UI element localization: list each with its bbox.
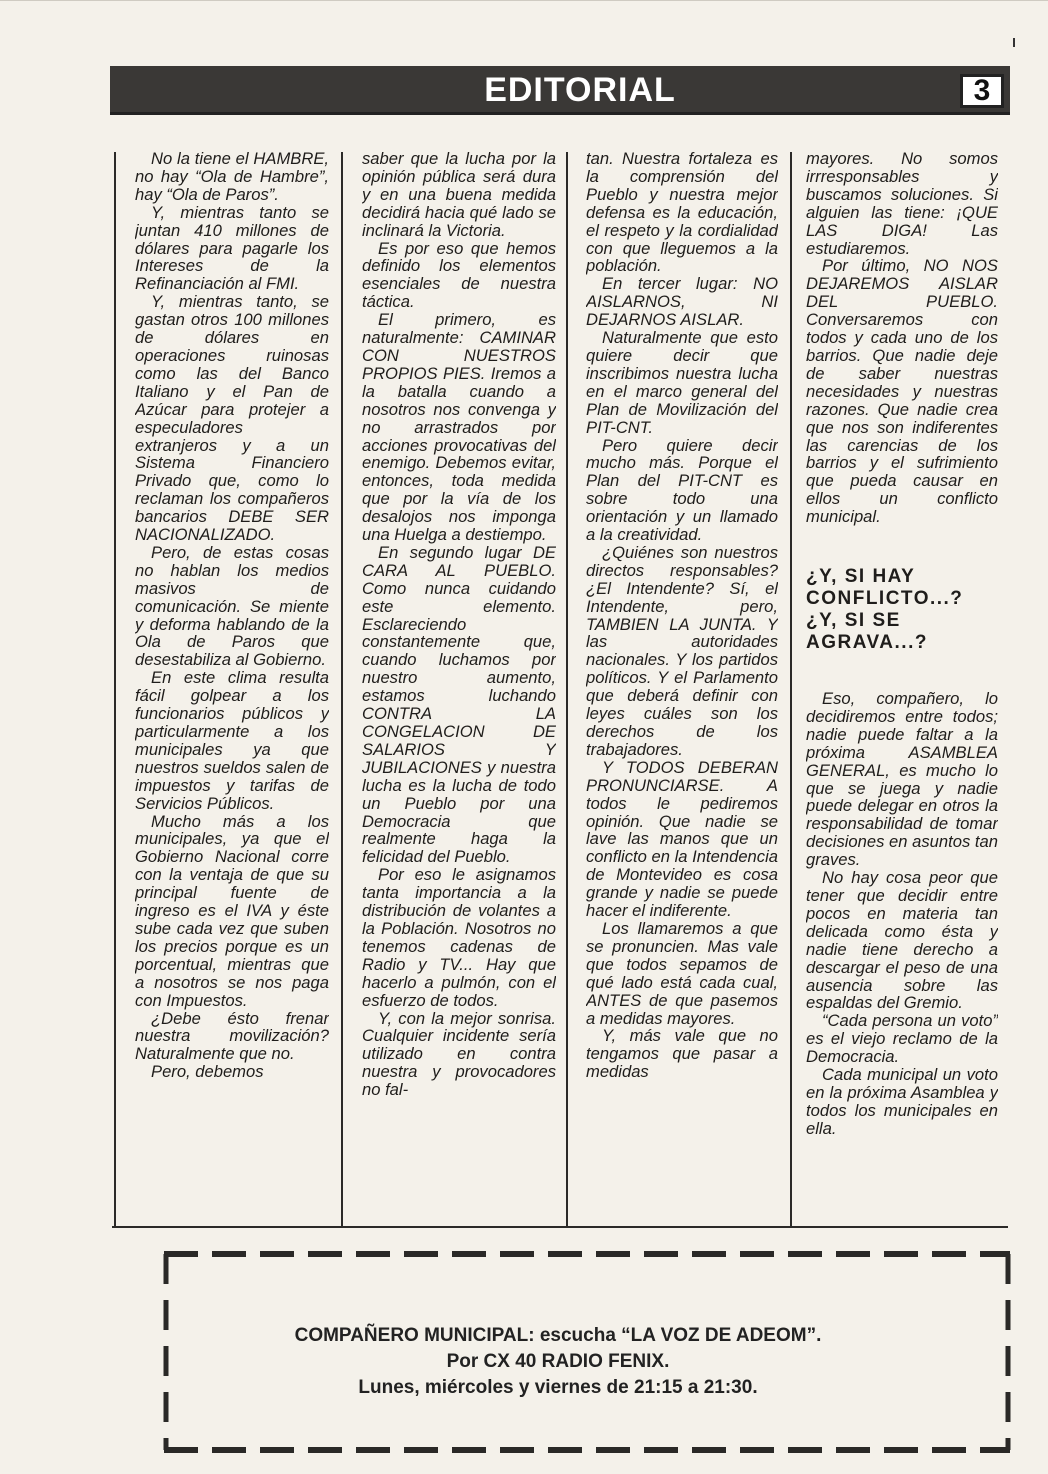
article-column-1 xyxy=(135,150,329,1222)
paragraph: Y, mientras tanto se juntan 410 millones de dólares para pagarle los Intereses de la Refinanciación al FMI. xyxy=(135,202,329,294)
paragraph: Y, con la mejor sonrisa. Cualquier incidente sería utilizado en contra nuestra y provocadores no fal- xyxy=(362,1008,556,1100)
paragraph: Eso, compañero, lo decidiremos entre todos; nadie puede faltar a la próxima ASAMBLEA GENERAL, es mucho lo que se juega y nadie puede delegar en otros la responsabilidad de tomar decisiones en asuntos tan graves. xyxy=(806,689,998,870)
paragraph: Pero quiere decir mucho más. Porque el Plan del PIT-CNT es sobre todo una orientación y un llamado a la creatividad. xyxy=(586,435,778,545)
announcement-line-3: Lunes, miércoles y viernes de 21:15 a 21:30. xyxy=(358,1377,758,1398)
paragraph: No hay cosa peor que tener que decidir entre pocos en materia tan delicada como ésta y nadie tiene derecho a descargar el peso de una ausencia sobre las espaldas del Gremio. xyxy=(806,868,998,1013)
top-edge-rule xyxy=(0,0,1048,11)
paragraph: Y TODOS DEBERAN PRONUNCIARSE. A todos le pediremos opinión. Que nadie se lave las manos que un conflicto en la Intendencia de Montevideo es cosa grande y nadie se puede hacer el indiferente. xyxy=(586,757,778,921)
paragraph: tan. Nuestra fortaleza es la comprensión del Pueblo y nuestra mejor defensa es la educación, el respeto y la cordialidad con que lleguemos a la población. xyxy=(586,150,778,276)
paragraph: En segundo lugar DE CARA AL PUEBLO. Como nunca cuidando este elemento. Esclareciendo constantemente que, cuando luchamos por nuestro aumento, estamos luchando CONTRA LA CONGELACION DE SALARIOS Y JUBILACIONES y nuestra lucha es la lucha de todo un Pueblo por una Democracia que realmente haga la felicidad del Pueblo. xyxy=(362,542,556,867)
paragraph: Cada municipal un voto en la próxima Asamblea y todos los municipales en ella. xyxy=(806,1065,998,1138)
paragraph: mayores. No somos irrresponsables y buscamos soluciones. Si alguien las tiene: ¡QUE LAS DIGA! Las estudiaremos. xyxy=(806,150,998,258)
paragraph: Por eso le asignamos tanta importancia a la distribución de volantes a la Población. Nosotros no tenemos cadenas de Radio y TV... Hay que hacerlo a pulmón, con el esfuerzo de todos. xyxy=(362,865,556,1010)
paragraph: saber que la lucha por la opinión pública será dura y en una buena medida decidirá hacia qué lado se inclinará la Victoria. xyxy=(362,150,556,240)
paragraph: “Cada persona un voto” es el viejo reclamo de la Democracia. xyxy=(806,1011,998,1067)
article-column-4 xyxy=(806,150,998,1222)
page-number-badge: 3 xyxy=(960,74,1004,108)
article-column-2 xyxy=(362,150,556,1222)
section-title: EDITORIAL xyxy=(484,71,676,109)
paragraph: No la tiene el HAMBRE, no hay “Ola de Hambre”, hay “Ola de Paros”. xyxy=(135,150,329,204)
paragraph: ¿Debe ésto frenar nuestra movilización? Naturalmente que no. xyxy=(135,1008,329,1064)
paragraph: ¿Quiénes son nuestros directos responsables? ¿El Intendente? Sí, el Intendente, pero, TAMBIEN LA JUNTA. Y las autoridades nacionales. Y los partidos políticos. Y el Parlamento que deberá definir con leyes cuáles son los derechos de los trabajadores. xyxy=(586,542,778,759)
paragraph: En este clima resulta fácil golpear a los funcionarios públicos y particularmente a los municipales ya que nuestros sueldos salen de impuestos y tarifas de Servicios Públicos. xyxy=(135,668,329,813)
paragraph: El primero, es naturalmente: CAMINAR CON NUESTROS PROPIOS PIES. Iremos a la batalla cuando a nosotros nos convenga y no arrastrados por acciones provocativas del enemigo. Debemos evitar, entonces, toda medida que por la vía de los desalojos nos imponga una Huelga a destiempo. xyxy=(362,310,556,545)
paragraph: Y, más vale que no tengamos que pasar a medidas xyxy=(586,1026,778,1082)
margin-mark xyxy=(1013,38,1015,47)
announcement-line-2: Por CX 40 RADIO FENIX. xyxy=(446,1351,670,1372)
bottom-rule xyxy=(112,1226,1008,1228)
paragraph: Por último, NO NOS DEJAREMOS AISLAR DEL PUEBLO. Conversaremos con todos y cada uno de los barrios. Que nadie deje de saber nuestras necesidades y nuestras razones. Que nadie crea que nos son indiferentes las carencias de los barrios y el sufrimiento que pueda causar en ellos un conflicto municipal. xyxy=(806,256,998,527)
paragraph: Pero, debemos xyxy=(151,1062,264,1082)
paragraph: Los llamaremos a que se pronuncien. Mas vale que todos sepamos de qué lado está cada cual, ANTES de que pasemos a medidas mayores. xyxy=(586,918,778,1028)
column-rule xyxy=(790,152,792,1226)
paragraph: En tercer lugar: NO AISLARNOS, NI DEJARNOS AISLAR. xyxy=(586,274,778,330)
paragraph: Y, mientras tanto, se gastan otros 100 millones de dólares en operaciones ruinosas como las del Banco Italiano y el Pan de Azúcar para protejer a especuladores extranjeros y a un Sistema Financiero Privado que, como lo reclaman los compañeros bancarios DEBE SER NACIONALIZADO. xyxy=(135,292,329,545)
paragraph: Naturalmente que esto quiere decir que inscribimos nuestra lucha en el marco general del Plan de Movilización del PIT-CNT. xyxy=(586,328,778,437)
article-column-3 xyxy=(586,150,778,1222)
header-underline xyxy=(110,112,1010,115)
announcement-line-1: COMPAÑERO MUNICIPAL: escucha “LA VOZ DE ADEOM”. xyxy=(294,1325,822,1346)
column-rule xyxy=(566,152,568,1226)
column-rule xyxy=(114,152,116,1226)
column-rule xyxy=(341,152,343,1226)
paragraph: Es por eso que hemos definido los elementos esenciales de nuestra táctica. xyxy=(362,238,556,312)
paragraph: Mucho más a los municipales, ya que el Gobierno Nacional corre con la ventaja de que su principal fuente de ingreso es el IVA y éste sube cada vez que suben los precios porque es un porcentual, mientras que a nosotros se nos paga con Impuestos. xyxy=(135,811,329,1010)
subheading: ¿Y, SI HAY CONFLICTO...? ¿Y, SI SE AGRAVA...? xyxy=(806,566,964,654)
paragraph: Pero, de estas cosas no hablan los medios masivos de comunicación. Se miente y deforma hablando de la Ola de Paros que desestabiliza al Gobierno. xyxy=(135,542,329,670)
